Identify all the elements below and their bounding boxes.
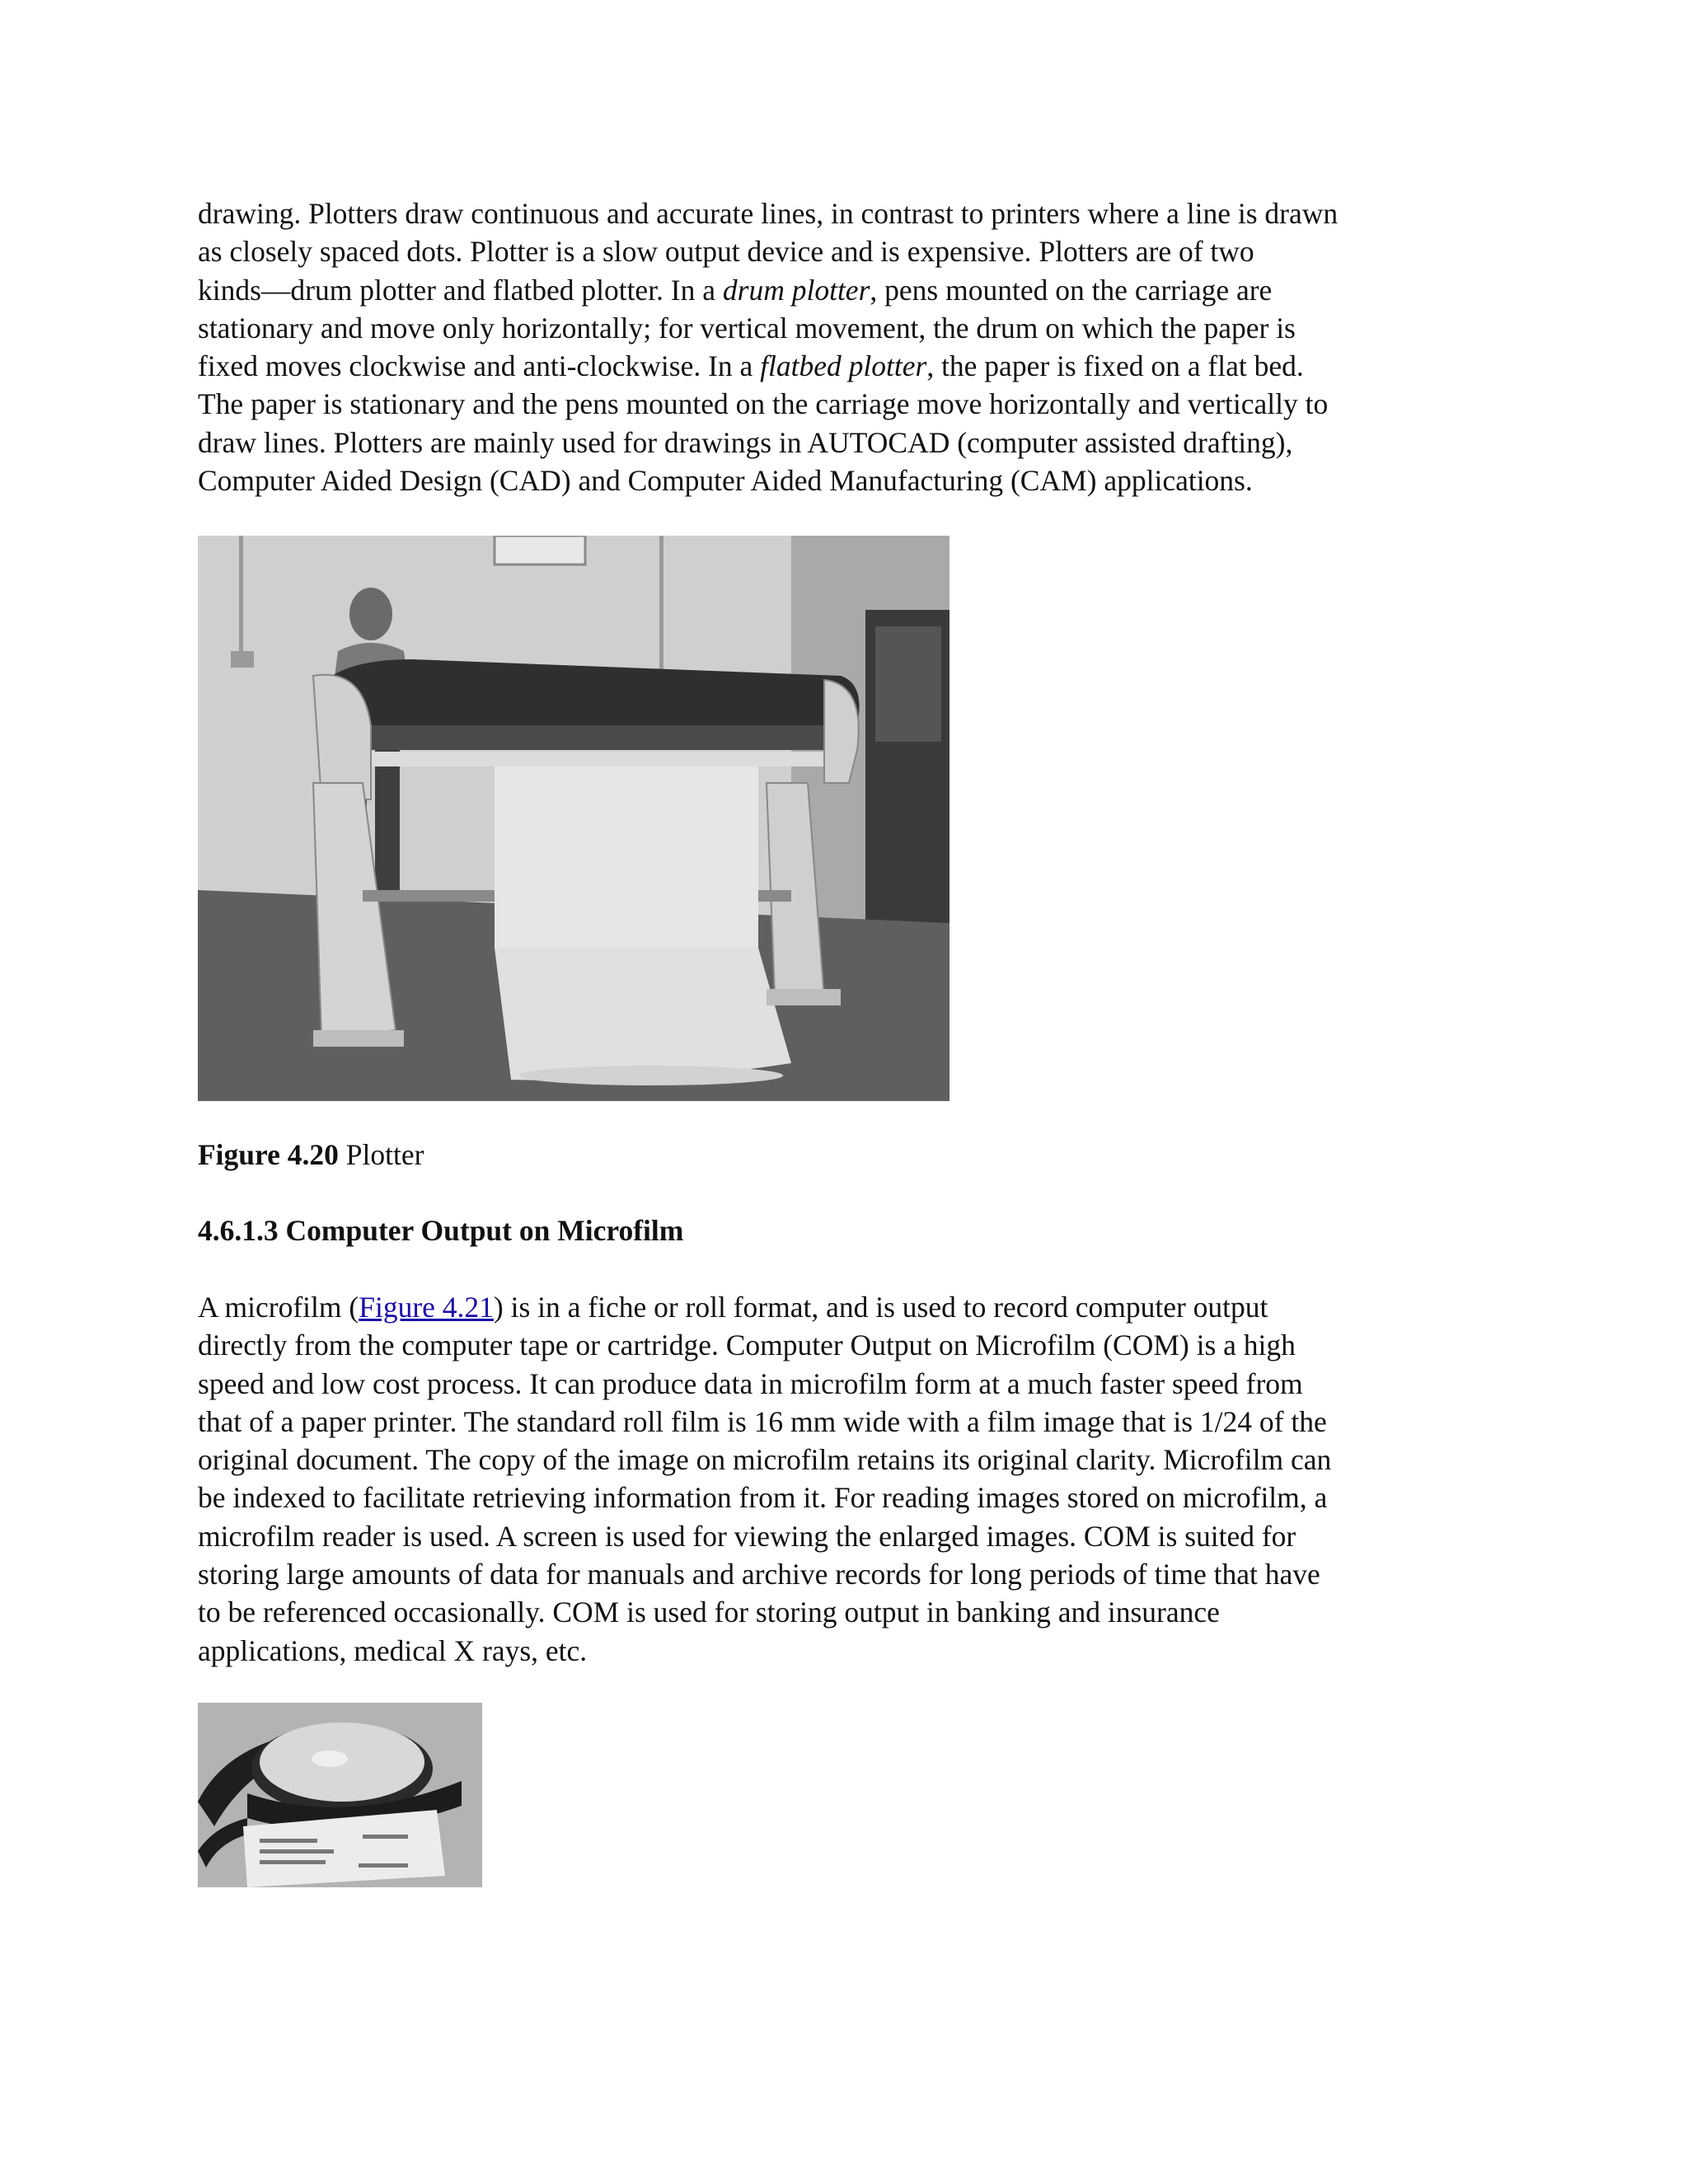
text-line: draw lines. Plotters are mainly used for drawings in AUTOCAD (computer assisted drafting),: [198, 425, 1293, 459]
figure-caption: [198, 1136, 424, 1174]
paragraph-microfilm: [198, 1288, 1331, 1670]
text-line: Computer Aided Design (CAD) and Computer Aided Manufacturing (CAM) applications.: [198, 464, 1253, 498]
section-heading: 4.6.1.3 Computer Output on Microfilm: [198, 1214, 684, 1247]
figure-label: Figure 4.20: [198, 1138, 339, 1171]
text-line: kinds—drum plotter and flatbed plotter. In a drum plotter, pens mounted on the carriage are: [198, 273, 1273, 307]
plotter-photo: [198, 536, 950, 1101]
term-drum-plotter: drum plotter: [722, 273, 870, 307]
paragraph-plotters: [198, 194, 1338, 499]
figure-caption-text: Plotter: [338, 1138, 424, 1171]
text-line: microfilm reader is used. A screen is used for viewing the enlarged images. COM is suited for: [198, 1519, 1296, 1553]
microfilm-photo: [198, 1703, 482, 1887]
text-line: stationary and move only horizontally; for vertical movement, the drum on which the paper is: [198, 311, 1296, 344]
figure-link[interactable]: Figure 4.21: [359, 1291, 494, 1324]
text-line: as closely spaced dots. Plotter is a slow output device and is expensive. Plotters are of two: [198, 235, 1254, 269]
term-flatbed-plotter: flatbed plotter: [760, 349, 927, 383]
text-line: storing large amounts of data for manuals and archive records for long periods of time that have: [198, 1558, 1320, 1591]
text-line: The paper is stationary and the pens mounted on the carriage move horizontally and vertically to: [198, 387, 1329, 421]
text-line: fixed moves clockwise and anti-clockwise. In a flatbed plotter, the paper is fixed on a flat bed.: [198, 349, 1304, 383]
text-line: be indexed to facilitate retrieving information from it. For reading images stored on microfilm, a: [198, 1481, 1328, 1515]
text-line: that of a paper printer. The standard roll film is 16 mm wide with a film image that is 1/24 of the: [198, 1404, 1327, 1438]
text-line: A microfilm (Figure 4.21) is in a fiche or roll format, and is used to record computer output: [198, 1291, 1268, 1324]
text-line: original document. The copy of the image on microfilm retains its original clarity. Microfilm can: [198, 1443, 1332, 1477]
text-line: speed and low cost process. It can produce data in microfilm form at a much faster speed from: [198, 1366, 1303, 1400]
text-line: directly from the computer tape or cartridge. Computer Output on Microfilm (COM) is a high: [198, 1329, 1296, 1362]
text-line: applications, medical X rays, etc.: [198, 1633, 588, 1667]
text-line: drawing. Plotters draw continuous and accurate lines, in contrast to printers where a line is drawn: [198, 197, 1339, 230]
text-line: to be referenced occasionally. COM is used for storing output in banking and insurance: [198, 1596, 1220, 1629]
